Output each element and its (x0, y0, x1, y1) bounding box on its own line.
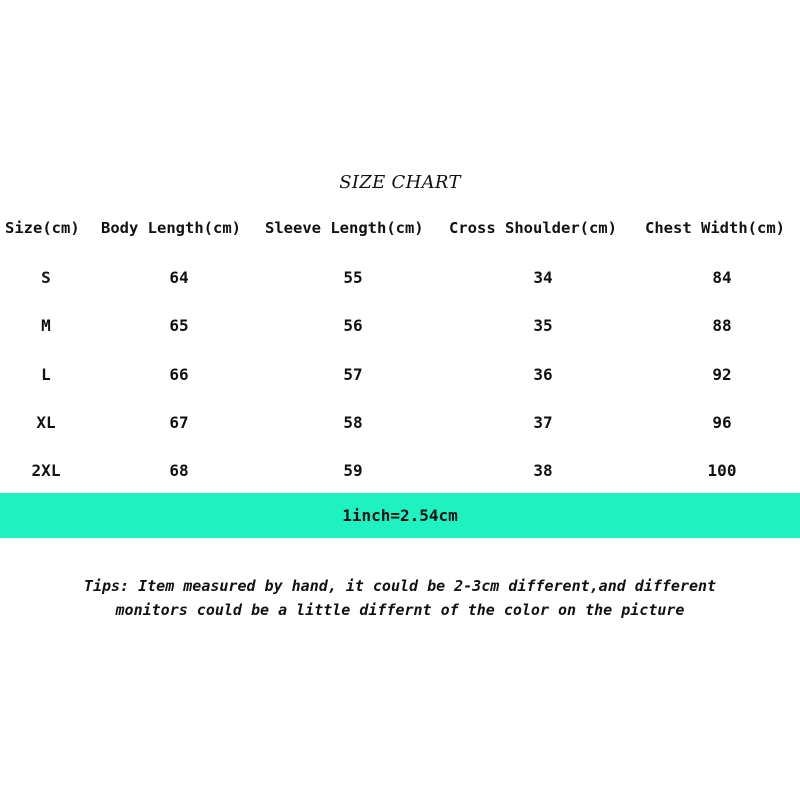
cell-chest-width: 100 (707, 461, 737, 480)
cell-cross-shoulder: 36 (533, 365, 553, 384)
tips-line-2: monitors could be a little differnt of the color on the picture (115, 601, 685, 619)
header-cross-shoulder: Cross Shoulder(cm) (449, 219, 617, 237)
header-size: Size(cm) (5, 219, 80, 237)
cell-sleeve-length: 55 (343, 268, 363, 287)
cell-size: 2XL (31, 461, 61, 480)
cell-size: M (41, 316, 51, 335)
cell-body-length: 65 (169, 316, 189, 335)
cell-size: S (41, 268, 51, 287)
cell-body-length: 68 (169, 461, 189, 480)
tips-line-1: Tips: Item measured by hand, it could be 2-3cm different,and different (83, 577, 717, 595)
cell-sleeve-length: 59 (343, 461, 363, 480)
cell-chest-width: 84 (712, 268, 732, 287)
cell-size: XL (36, 413, 56, 432)
cell-sleeve-length: 57 (343, 365, 363, 384)
cell-chest-width: 88 (712, 316, 732, 335)
cell-body-length: 67 (169, 413, 189, 432)
header-chest-width: Chest Width(cm) (645, 219, 785, 237)
cell-sleeve-length: 58 (343, 413, 363, 432)
chart-title: SIZE CHART (339, 172, 461, 193)
header-sleeve-length: Sleeve Length(cm) (265, 219, 424, 237)
cell-body-length: 66 (169, 365, 189, 384)
cell-cross-shoulder: 35 (533, 316, 553, 335)
conversion-note: 1inch=2.54cm (342, 506, 458, 525)
cell-chest-width: 92 (712, 365, 732, 384)
cell-chest-width: 96 (712, 413, 732, 432)
cell-cross-shoulder: 37 (533, 413, 553, 432)
cell-body-length: 64 (169, 268, 189, 287)
cell-cross-shoulder: 38 (533, 461, 553, 480)
cell-size: L (41, 365, 51, 384)
cell-cross-shoulder: 34 (533, 268, 553, 287)
cell-sleeve-length: 56 (343, 316, 363, 335)
header-body-length: Body Length(cm) (101, 219, 241, 237)
conversion-band (0, 493, 800, 538)
